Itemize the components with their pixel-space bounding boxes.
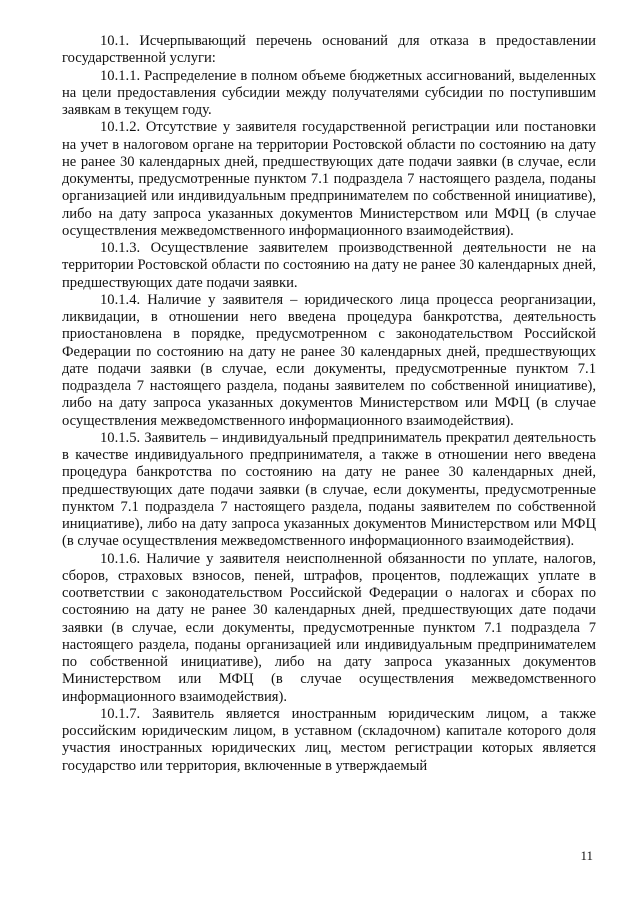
- paragraph-10-1-1: 10.1.1. Распределение в полном объеме бюджетных ассигнований, выделенных на цели предоставления субсидии между получателями субсидии по поступившим заявкам в текущем году.: [62, 67, 596, 118]
- paragraph-10-1-3: 10.1.3. Осуществление заявителем производственной деятельности не на территории Ростовской области по состоянию на дату не ранее 30 календарных дней, предшествующих дате подачи заявки.: [62, 240, 596, 291]
- paragraph-10-1-6: 10.1.6. Наличие у заявителя неисполненной обязанности по уплате, налогов, сборов, страховых взносов, пеней, штрафов, процентов, подлежащих уплате в соответствии с законодательством Российской Федерации о налогах и сборах по состоянию на дату не ранее 30 календарных дней, предшествующих дате подачи заявки (в случае, если документы, предусмотренные пунктом 7.1 подраздела 7 настоящего раздела, поданы организацией или индивидуальным предпринимателем по собственной инициативе), либо на дату запроса указанных документов Министерством или МФЦ (в случае осуществления межведомственного информационного взаимодействия).: [62, 550, 596, 705]
- document-body: [62, 33, 596, 775]
- paragraph-10-1-5: 10.1.5. Заявитель – индивидуальный предприниматель прекратил деятельность в качестве индивидуального предпринимателя, а также в отношении него введена процедура банкротства по состоянию на дату не ранее 30 календарных дней, предшествующих дате подачи заявки (в случае, если документы, предусмотренные пунктом 7.1 подраздела 7 настоящего раздела, поданы заявителем по собственной инициативе), либо на дату запроса указанных документов Министерством или МФЦ (в случае осуществления межведомственного информационного взаимодействия).: [62, 429, 596, 550]
- paragraph-10-1-2: 10.1.2. Отсутствие у заявителя государственной регистрации или постановки на учет в налоговом органе на территории Ростовской области по состоянию на дату не ранее 30 календарных дней, предшествующих дате подачи заявки (в случае, если документы, предусмотренные пунктом 7.1 подраздела 7 настоящего раздела, поданы организацией или индивидуальным предпринимателем по собственной инициативе), либо на дату запроса указанных документов Министерством или МФЦ (в случае осуществления межведомственного информационного взаимодействия).: [62, 119, 596, 239]
- paragraph-10-1: 10.1. Исчерпывающий перечень оснований для отказа в предоставлении государственной услуги:: [62, 33, 596, 67]
- paragraph-10-1-4: 10.1.4. Наличие у заявителя – юридического лица процесса реорганизации, ликвидации, в отношении него введена процедура банкротства, деятельность приостановлена в порядке, предусмотренном с законодательством Российской Федерации по состоянию на дату не ранее 30 календарных дней, предшествующих дате подачи заявки (в случае, если документы, предусмотренные пунктом 7.1 подраздела 7 настоящего раздела, поданы заявителем по собственной инициативе), либо на дату запроса указанных документов Министерством или МФЦ (в случае осуществления межведомственного информационного взаимодействия).: [62, 291, 596, 429]
- page-number: 11: [580, 848, 593, 863]
- paragraph-10-1-7: 10.1.7. Заявитель является иностранным юридическим лицом, а также российским юридическим лицом, в уставном (складочном) капитале которого доля участия иностранных юридических лиц, местом регистрации которых является государство или территория, включенные в утверждаемый: [62, 705, 596, 774]
